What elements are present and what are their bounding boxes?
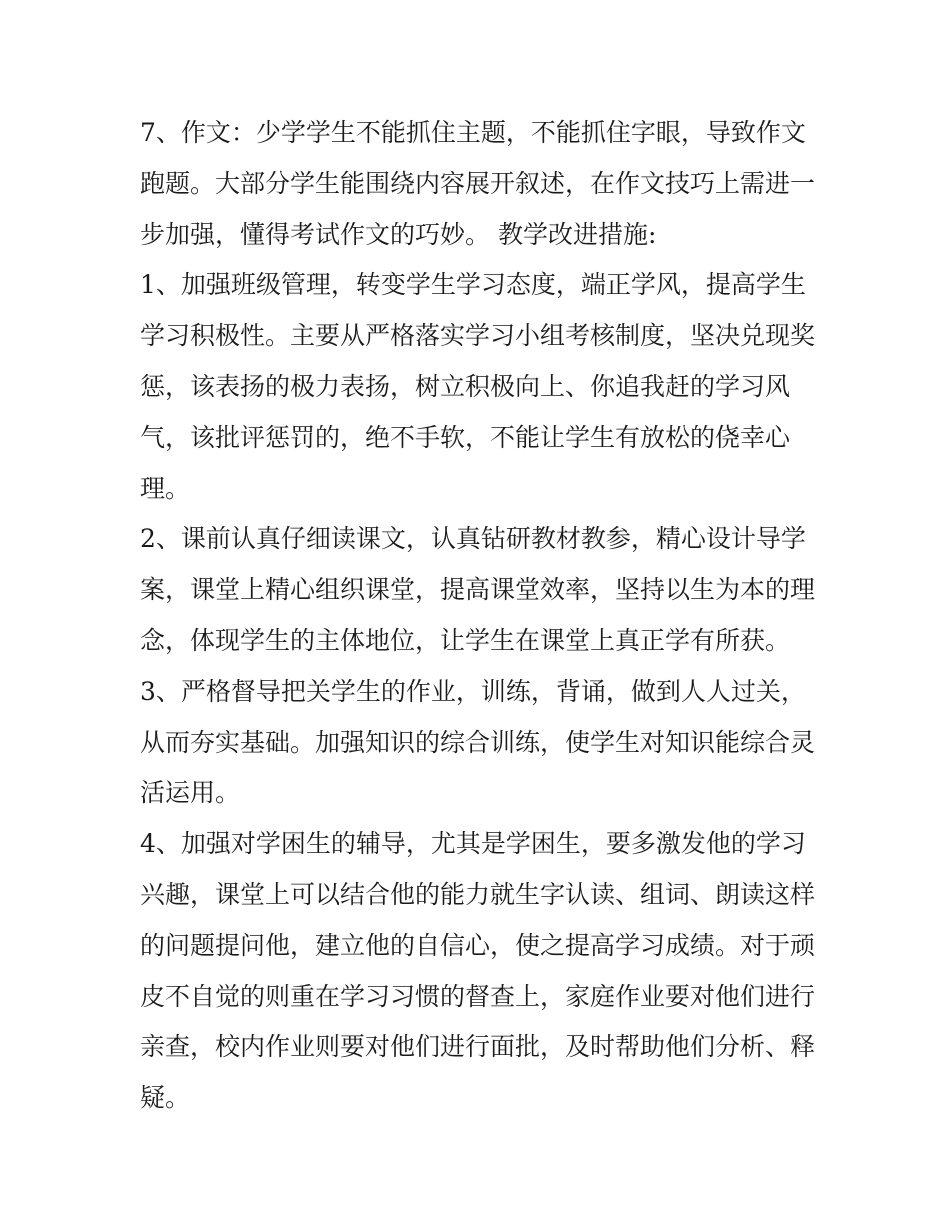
text-line: 7、作文：少学学生不能抓住主题，不能抓住字眼，导致作文	[140, 118, 806, 147]
text-line: 理。	[140, 473, 191, 503]
text-line: 惩，该表扬的极力表扬，树立积极向上、你追我赶的学习风	[140, 371, 791, 401]
text-line: 皮不自觉的则重在学习习惯的督查上，家庭作业要对他们进行	[140, 981, 816, 1011]
text-line: 亲查，校内作业则要对他们进行面批，及时帮助他们分析、释	[140, 1032, 816, 1062]
text-line: 步加强，懂得考试作文的巧妙。 教学改进措施:	[140, 219, 657, 249]
text-line: 的问题提问他，建立他的自信心，使之提高学习成绩。对于顽	[140, 930, 816, 960]
text-line: 跑题。大部分学生能围绕内容展开叙述，在作文技巧上需进一	[140, 168, 816, 198]
text-line: 学习积极性。主要从严格落实学习小组考核制度，坚决兑现奖	[140, 321, 816, 351]
text-line: 活运用。	[140, 778, 241, 808]
text-line: 气，该批评惩罚的，绝不手软，不能让学生有放松的侥幸心	[140, 422, 791, 452]
text-line: 4、加强对学困生的辅导，尤其是学困生，要多激发他的学习	[140, 829, 806, 859]
text-line: 兴趣，课堂上可以结合他的能力就生字认读、组词、朗读这样	[140, 879, 816, 909]
text-line: 从而夯实基础。加强知识的综合训练，使学生对知识能综合灵	[140, 727, 816, 757]
text-line: 3、严格督导把关学生的作业，训练，背诵，做到人人过关，	[140, 676, 806, 706]
text-line: 疑。	[140, 1083, 191, 1113]
document-body	[140, 108, 820, 1124]
text-line: 1、加强班级管理，转变学生学习态度，端正学风，提高学生	[140, 270, 806, 300]
text-line: 案，课堂上精心组织课堂，提高课堂效率，坚持以生为本的理	[140, 575, 816, 605]
text-line: 念，体现学生的主体地位，让学生在课堂上真正学有所获。	[140, 625, 791, 655]
text-line: 2、课前认真仔细读课文，认真钻研教材教参，精心设计导学	[140, 524, 806, 554]
